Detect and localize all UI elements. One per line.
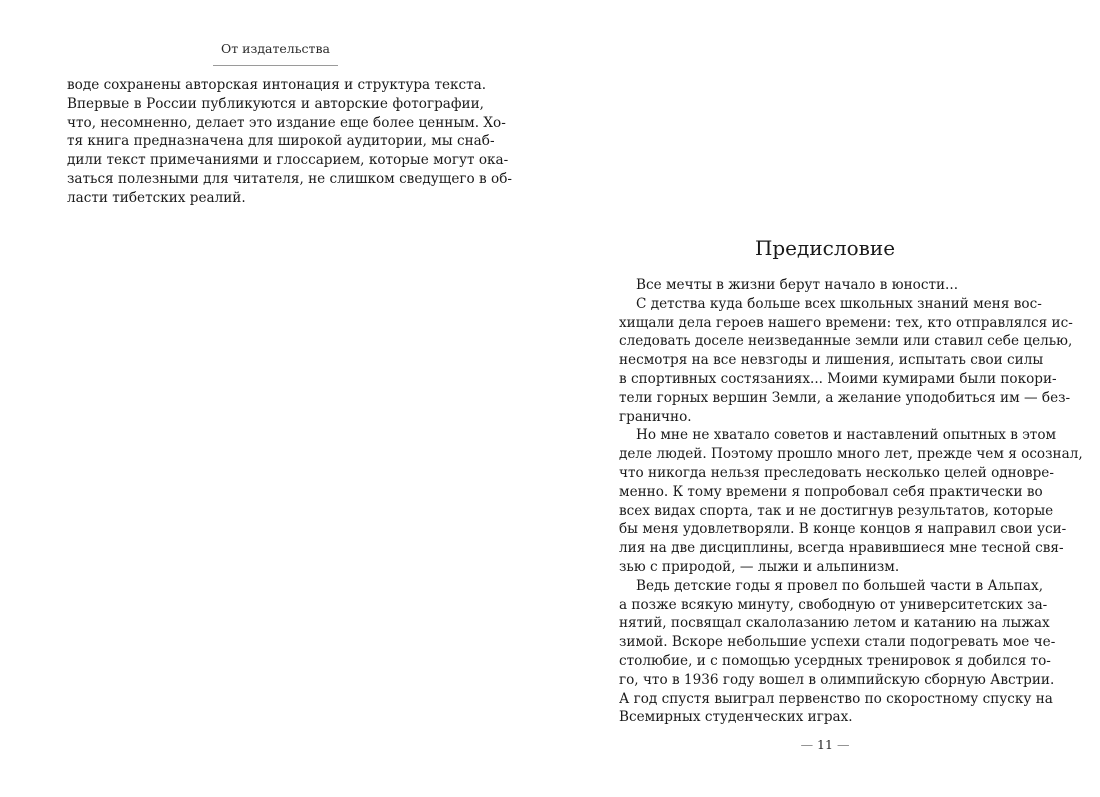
page-number	[775, 737, 875, 753]
text-line: гранично.	[619, 408, 692, 425]
paragraph	[619, 426, 1083, 576]
text-line: бы меня удовлетворяли. В конце концов я направил свои уси-	[619, 521, 1067, 538]
text-line: а позже всякую минуту, свободную от университетских за-	[619, 596, 1048, 613]
text-line: Все мечты в жизни берут начало в юности...	[636, 277, 959, 293]
paragraph	[619, 276, 1033, 295]
text-line: несмотря на все невзгоды и лишения, испытать свои силы	[619, 352, 1044, 369]
right-page-text	[619, 276, 1083, 727]
paragraph	[619, 295, 1073, 427]
text-line: Впервые в России публикуются и авторские фотографии,	[67, 95, 484, 112]
text-line: тя книга предназначена для широкой аудитории, мы снаб-	[67, 133, 495, 150]
left-page-text	[67, 76, 512, 208]
text-line: ласти тибетских реалий.	[67, 189, 246, 206]
paragraph	[67, 76, 512, 208]
text-line: го, что в 1936 году вошел в олимпийскую сборную Австрии.	[619, 671, 1055, 688]
text-line: воде сохранены авторская интонация и структура текста.	[67, 77, 487, 93]
folio-dash-right: —	[836, 737, 850, 752]
text-line: менно. К тому времени я попробовал себя практически во	[619, 483, 1043, 500]
text-line: хищали дела героев нашего времени: тех, кто отправлялся ис-	[619, 314, 1073, 331]
paragraph	[619, 577, 1056, 727]
running-head-rule	[213, 65, 338, 66]
text-line: Всемирных студенческих играх.	[619, 709, 853, 726]
text-line: С детства куда больше всех школьных знаний меня вос-	[636, 295, 1042, 312]
text-line: в спортивных состязаниях... Моими кумирами были покори-	[619, 370, 1057, 387]
folio-dash-left: —	[800, 737, 814, 752]
text-line: зью с природой, — лыжи и альпинизм.	[619, 558, 900, 575]
text-line: что, несомненно, делает это издание еще более ценным. Хо-	[67, 114, 506, 131]
page-number-value: 11	[817, 737, 833, 752]
text-line: заться полезными для читателя, не слишком сведущего в об-	[67, 170, 512, 187]
text-line: лия на две дисциплины, всегда нравившиеся мне тесной свя-	[619, 540, 1064, 557]
chapter-title: Предисловие	[754, 236, 896, 260]
text-line: дили текст примечаниями и глоссарием, которые могут ока-	[67, 152, 509, 169]
text-line: Ведь детские годы я провел по большей части в Альпах,	[636, 577, 1044, 594]
text-line: А год спустя выиграл первенство по скоростному спуску на	[619, 690, 1053, 707]
text-line: следовать доселе неизведанные земли или ставил себе целью,	[619, 333, 1073, 350]
right-page	[550, 0, 1100, 797]
text-line: зимой. Вскоре небольшие успехи стали подогревать мое че-	[619, 634, 1056, 651]
text-line: нятий, посвящал скалолазанию летом и катанию на лыжах	[619, 615, 1050, 632]
text-line: деле людей. Поэтому прошло много лет, прежде чем я осознал,	[619, 446, 1083, 463]
text-line: столюбие, и с помощью усердных тренировок я добился то-	[619, 652, 1051, 669]
text-line: всех видах спорта, так и не достигнув результатов, которые	[619, 502, 1054, 519]
text-line: Но мне не хватало советов и наставлений опытных в этом	[636, 427, 1057, 444]
running-head: От издательства	[221, 41, 330, 56]
text-line: что никогда нельзя преследовать несколько целей одновре-	[619, 464, 1054, 481]
text-line: тели горных вершин Земли, а желание уподобиться им — без-	[619, 389, 1071, 406]
